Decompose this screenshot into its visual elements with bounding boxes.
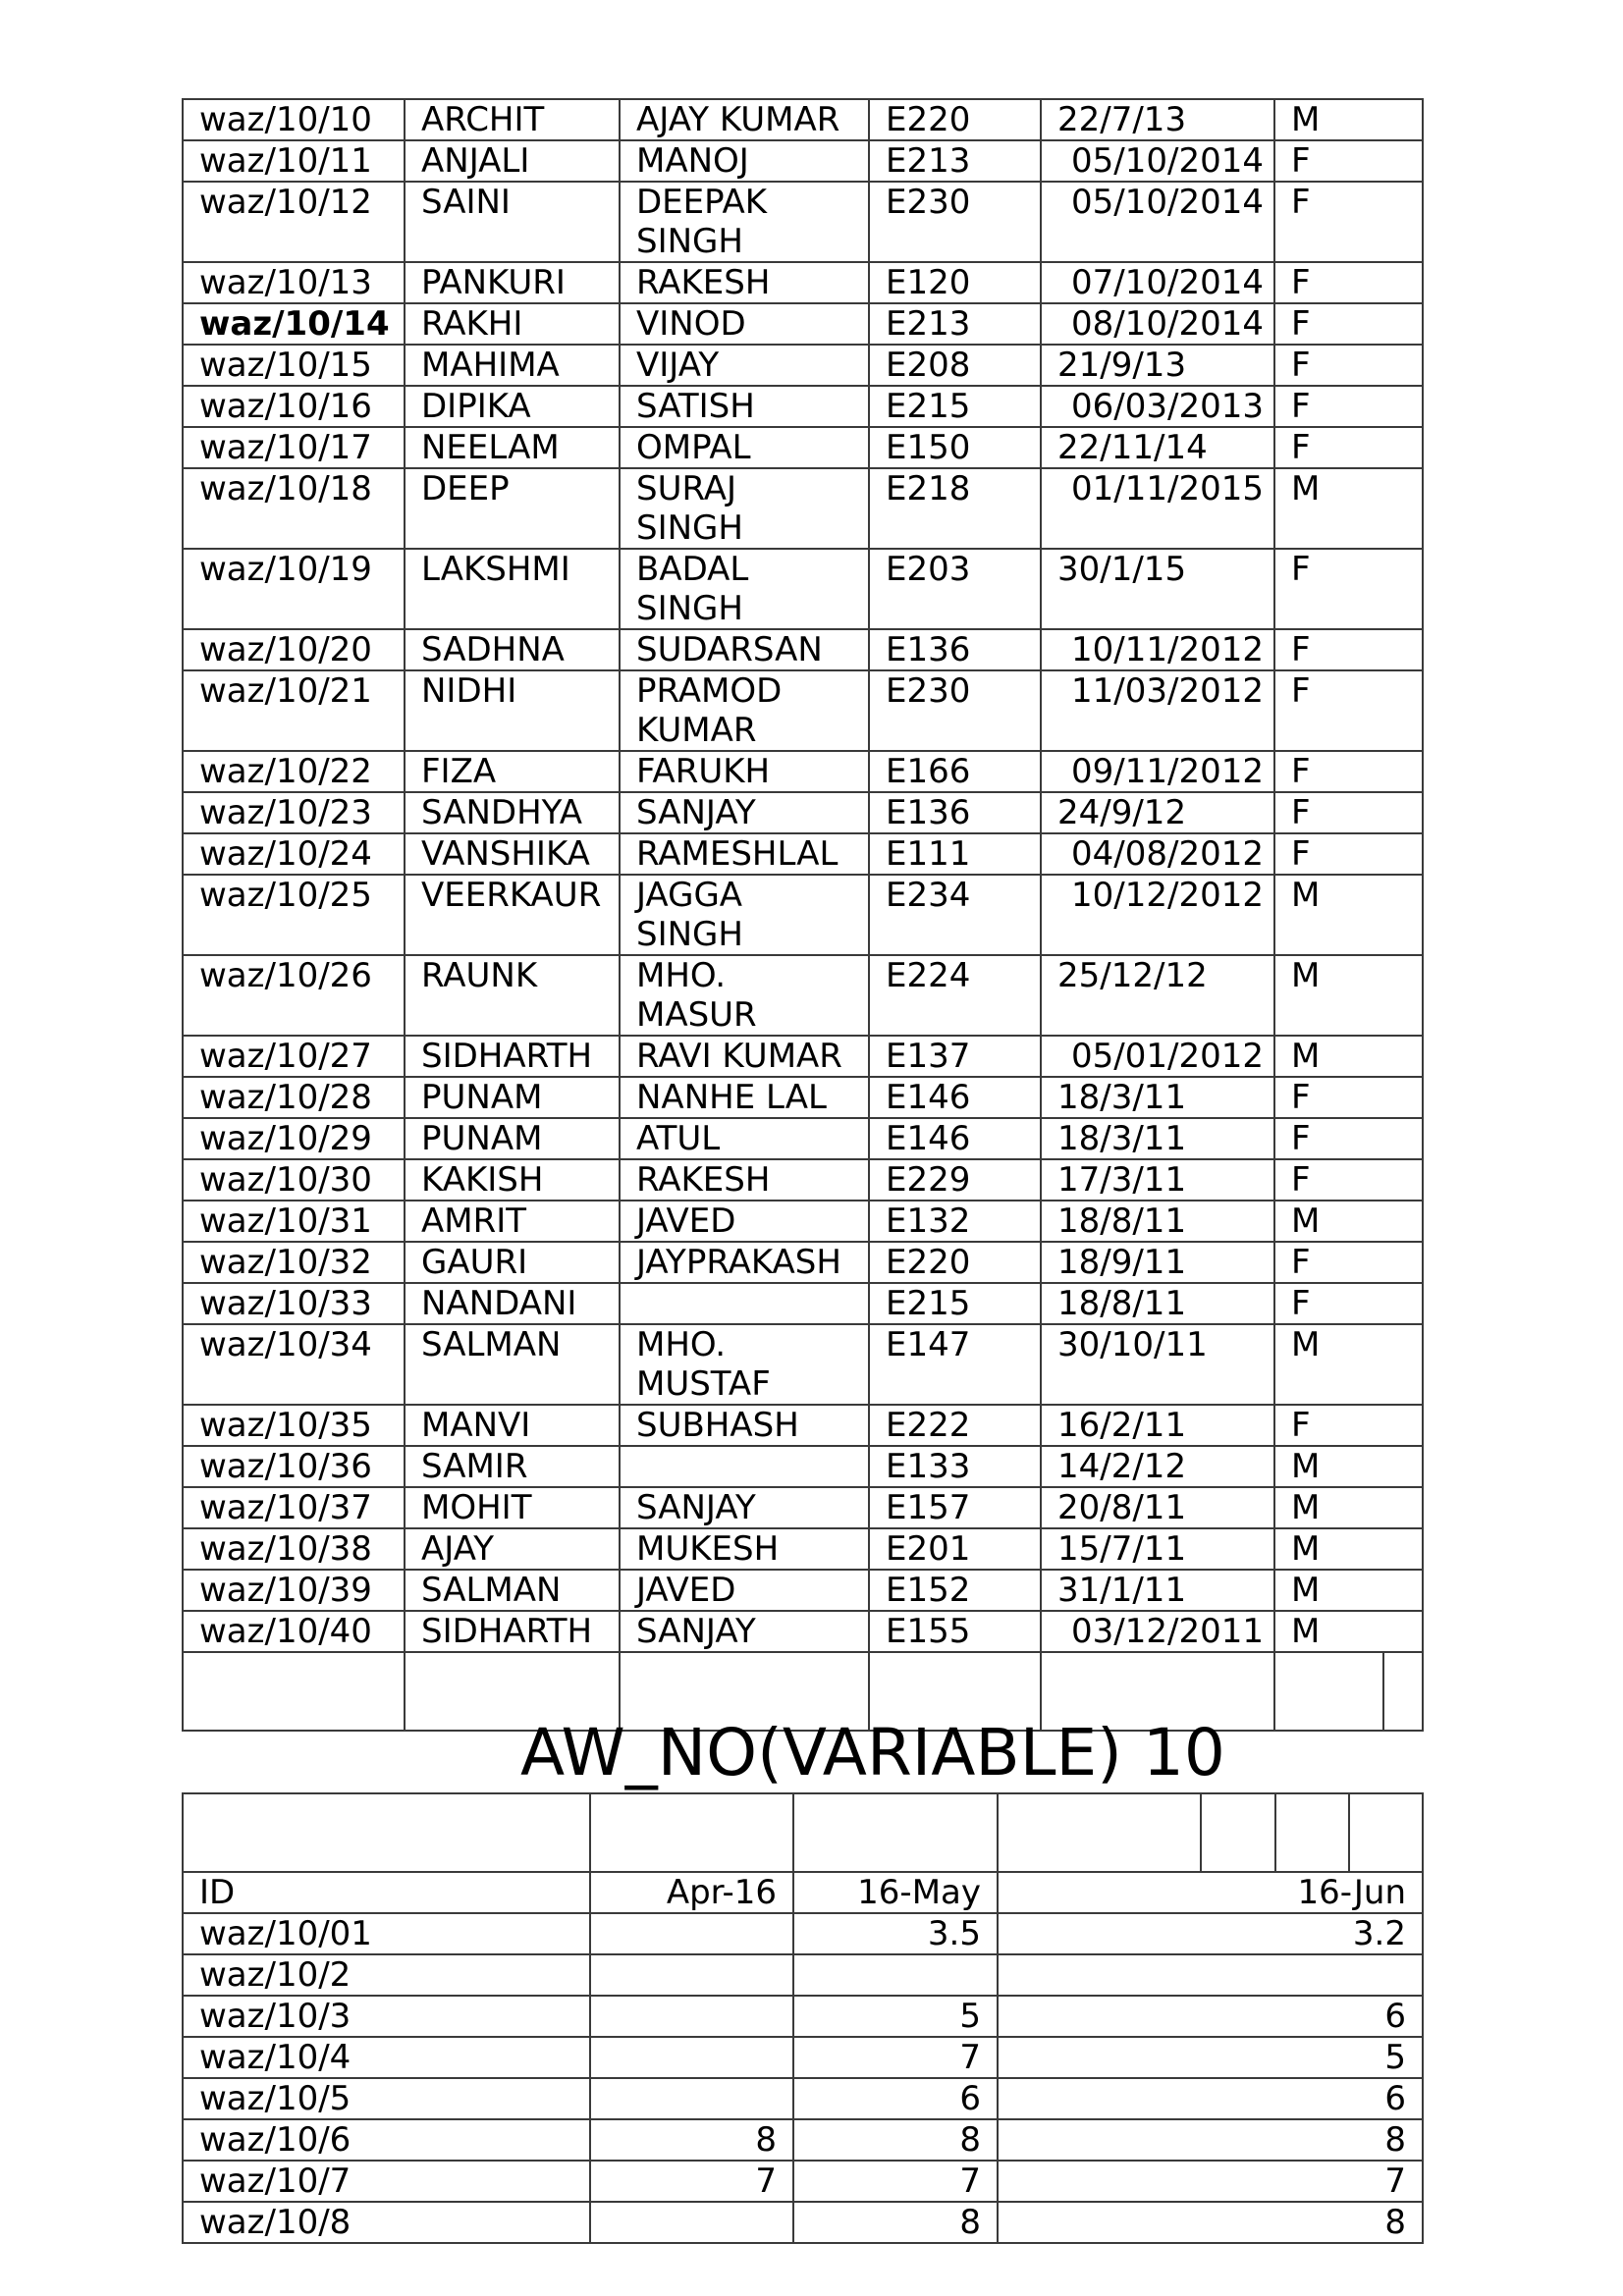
cell-code: E234: [869, 875, 1041, 955]
cell-name: SALMAN: [405, 1570, 620, 1611]
cell-guardian: AJAY KUMAR: [620, 99, 869, 140]
table-row: [183, 1913, 1423, 1954]
cell-id: waz/10/19: [183, 549, 405, 629]
header-row: [183, 1872, 1423, 1913]
cell-may: 8: [793, 2202, 998, 2243]
cell-gender: F: [1274, 182, 1423, 262]
cell-gender: F: [1274, 262, 1423, 303]
table-row: [183, 670, 1423, 751]
cell-gender: M: [1274, 875, 1423, 955]
cell-id: waz/10/31: [183, 1201, 405, 1242]
cell-guardian: RAKESH: [620, 262, 869, 303]
table-row: [183, 140, 1423, 182]
cell-id: waz/10/35: [183, 1405, 405, 1446]
cell-guardian: VINOD: [620, 303, 869, 345]
cell-may: 6: [793, 2078, 998, 2119]
cell-code: E146: [869, 1118, 1041, 1159]
cell-code: E222: [869, 1405, 1041, 1446]
table-row: [183, 1528, 1423, 1570]
cell-name: PANKURI: [405, 262, 620, 303]
cell-dob: 22/7/13: [1041, 99, 1274, 140]
cell-code: E111: [869, 833, 1041, 875]
header-apr: Apr-16: [590, 1872, 793, 1913]
cell-code: E152: [869, 1570, 1041, 1611]
cell-dob: 14/2/12: [1041, 1446, 1274, 1487]
cell-code: E150: [869, 427, 1041, 468]
cell-name: SIDHARTH: [405, 1611, 620, 1652]
cell-apr: [590, 2202, 793, 2243]
cell-gender: M: [1274, 1446, 1423, 1487]
table-row: [183, 2202, 1423, 2243]
cell-code: E201: [869, 1528, 1041, 1570]
cell-gender: F: [1274, 386, 1423, 427]
cell-guardian: RAKESH: [620, 1159, 869, 1201]
cell-gender: F: [1274, 549, 1423, 629]
cell-code: E147: [869, 1324, 1041, 1405]
cell-dob: 18/9/11: [1041, 1242, 1274, 1283]
cell-guardian: NANHE LAL: [620, 1077, 869, 1118]
table-row: [183, 955, 1423, 1036]
cell-dob: 09/11/2012: [1041, 751, 1274, 792]
cell-id: waz/10/25: [183, 875, 405, 955]
cell-code: E218: [869, 468, 1041, 549]
cell-jun: 7: [998, 2161, 1423, 2202]
cell-code: E137: [869, 1036, 1041, 1077]
cell-guardian: SANJAY: [620, 1487, 869, 1528]
table-row: [183, 182, 1423, 262]
cell-id: waz/10/39: [183, 1570, 405, 1611]
table-row: [183, 875, 1423, 955]
cell-id: waz/10/23: [183, 792, 405, 833]
cell-guardian: JAGGA SINGH: [620, 875, 869, 955]
cell-guardian: BADAL SINGH: [620, 549, 869, 629]
table-row: [183, 386, 1423, 427]
cell-code: E155: [869, 1611, 1041, 1652]
cell-name: RAUNK: [405, 955, 620, 1036]
cell-name: MANVI: [405, 1405, 620, 1446]
cell-may: [793, 1954, 998, 1996]
cell-id: waz/10/26: [183, 955, 405, 1036]
cell-gender: F: [1274, 1118, 1423, 1159]
cell-code: E166: [869, 751, 1041, 792]
cell-name: RAKHI: [405, 303, 620, 345]
cell-id: waz/10/37: [183, 1487, 405, 1528]
cell-code: E224: [869, 955, 1041, 1036]
cell-name: ARCHIT: [405, 99, 620, 140]
table-row: [183, 2037, 1423, 2078]
table-row: [183, 1954, 1423, 1996]
cell-id: waz/10/16: [183, 386, 405, 427]
cell-id: waz/10/36: [183, 1446, 405, 1487]
cell-name: GAURI: [405, 1242, 620, 1283]
cell-apr: [590, 1996, 793, 2037]
cell-id: waz/10/14: [183, 303, 405, 345]
cell-guardian: [620, 1446, 869, 1487]
header-may: 16-May: [793, 1872, 998, 1913]
cell-name: PUNAM: [405, 1118, 620, 1159]
table-row: [183, 629, 1423, 670]
cell-guardian: DEEPAK SINGH: [620, 182, 869, 262]
cell-id: waz/10/22: [183, 751, 405, 792]
cell-jun: 5: [998, 2037, 1423, 2078]
cell-code: E215: [869, 386, 1041, 427]
cell-guardian: MHO. MUSTAF: [620, 1324, 869, 1405]
cell-apr: [590, 2037, 793, 2078]
cell-dob: 03/12/2011: [1041, 1611, 1274, 1652]
cell-name: MAHIMA: [405, 345, 620, 386]
cell-dob: 24/9/12: [1041, 792, 1274, 833]
table-row: [183, 1201, 1423, 1242]
table-row: [183, 1077, 1423, 1118]
cell-id: waz/10/6: [183, 2119, 590, 2161]
cell-apr: [590, 1913, 793, 1954]
cell-id: waz/10/20: [183, 629, 405, 670]
cell-dob: 25/12/12: [1041, 955, 1274, 1036]
table-row: [183, 1570, 1423, 1611]
table-row: [183, 2161, 1423, 2202]
table-row: [183, 99, 1423, 140]
cell-guardian: JAVED: [620, 1570, 869, 1611]
cell-guardian: JAVED: [620, 1201, 869, 1242]
cell-gender: M: [1274, 1324, 1423, 1405]
table-row: [183, 1487, 1423, 1528]
cell-dob: 06/03/2013: [1041, 386, 1274, 427]
cell-gender: F: [1274, 427, 1423, 468]
cell-id: waz/10/33: [183, 1283, 405, 1324]
cell-code: E213: [869, 303, 1041, 345]
table-row: [183, 1118, 1423, 1159]
cell-id: waz/10/18: [183, 468, 405, 549]
cell-gender: F: [1274, 792, 1423, 833]
cell-id: waz/10/4: [183, 2037, 590, 2078]
cell-dob: 15/7/11: [1041, 1528, 1274, 1570]
cell-gender: M: [1274, 1036, 1423, 1077]
cell-guardian: SANJAY: [620, 1611, 869, 1652]
cell-jun: [998, 1954, 1423, 1996]
cell-code: E120: [869, 262, 1041, 303]
cell-id: waz/10/2: [183, 1954, 590, 1996]
cell-guardian: VIJAY: [620, 345, 869, 386]
cell-gender: F: [1274, 303, 1423, 345]
cell-code: E133: [869, 1446, 1041, 1487]
header-id: ID: [183, 1872, 590, 1913]
table-row: [183, 549, 1423, 629]
cell-code: E146: [869, 1077, 1041, 1118]
cell-id: waz/10/01: [183, 1913, 590, 1954]
cell-code: E220: [869, 1242, 1041, 1283]
table-row: [183, 2119, 1423, 2161]
cell-id: waz/10/15: [183, 345, 405, 386]
cell-may: 7: [793, 2161, 998, 2202]
cell-id: waz/10/11: [183, 140, 405, 182]
table-row: [183, 751, 1423, 792]
cell-dob: 18/3/11: [1041, 1077, 1274, 1118]
cell-gender: F: [1274, 1283, 1423, 1324]
table-row: [183, 1242, 1423, 1283]
cell-gender: M: [1274, 1611, 1423, 1652]
table-row: [183, 1996, 1423, 2037]
cell-name: DIPIKA: [405, 386, 620, 427]
cell-guardian: RAMESHLAL: [620, 833, 869, 875]
table-row: [183, 1405, 1423, 1446]
cell-guardian: ATUL: [620, 1118, 869, 1159]
cell-jun: 8: [998, 2202, 1423, 2243]
cell-dob: 10/11/2012: [1041, 629, 1274, 670]
cell-name: NIDHI: [405, 670, 620, 751]
cell-guardian: OMPAL: [620, 427, 869, 468]
cell-code: E132: [869, 1201, 1041, 1242]
roster-table: [182, 98, 1424, 1732]
cell-name: PUNAM: [405, 1077, 620, 1118]
cell-guardian: SANJAY: [620, 792, 869, 833]
cell-gender: F: [1274, 629, 1423, 670]
cell-id: waz/10/27: [183, 1036, 405, 1077]
table-row: [183, 262, 1423, 303]
cell-dob: 18/3/11: [1041, 1118, 1274, 1159]
cell-id: waz/10/24: [183, 833, 405, 875]
table-row: [183, 833, 1423, 875]
cell-dob: 10/12/2012: [1041, 875, 1274, 955]
cell-id: waz/10/12: [183, 182, 405, 262]
cell-id: waz/10/40: [183, 1611, 405, 1652]
cell-gender: F: [1274, 670, 1423, 751]
cell-id: waz/10/28: [183, 1077, 405, 1118]
cell-code: E136: [869, 792, 1041, 833]
cell-name: NANDANI: [405, 1283, 620, 1324]
cell-name: SADHNA: [405, 629, 620, 670]
cell-name: AJAY: [405, 1528, 620, 1570]
cell-guardian: JAYPRAKASH: [620, 1242, 869, 1283]
cell-gender: M: [1274, 1528, 1423, 1570]
cell-code: E203: [869, 549, 1041, 629]
cell-dob: 05/10/2014: [1041, 182, 1274, 262]
cell-name: SIDHARTH: [405, 1036, 620, 1077]
table-row: [183, 1324, 1423, 1405]
cell-gender: M: [1274, 1201, 1423, 1242]
cell-id: waz/10/7: [183, 2161, 590, 2202]
cell-name: KAKISH: [405, 1159, 620, 1201]
cell-gender: M: [1274, 99, 1423, 140]
cell-id: waz/10/29: [183, 1118, 405, 1159]
table-row: [183, 303, 1423, 345]
cell-guardian: PRAMOD KUMAR: [620, 670, 869, 751]
measures-table: [182, 1792, 1424, 2244]
cell-name: NEELAM: [405, 427, 620, 468]
cell-id: waz/10/17: [183, 427, 405, 468]
cell-name: AMRIT: [405, 1201, 620, 1242]
cell-code: E208: [869, 345, 1041, 386]
cell-dob: 05/01/2012: [1041, 1036, 1274, 1077]
table-row: [183, 345, 1423, 386]
cell-dob: 04/08/2012: [1041, 833, 1274, 875]
cell-dob: 17/3/11: [1041, 1159, 1274, 1201]
cell-name: FIZA: [405, 751, 620, 792]
table-row: [183, 1283, 1423, 1324]
table-row: [183, 1446, 1423, 1487]
cell-code: E230: [869, 670, 1041, 751]
table-row: [183, 468, 1423, 549]
cell-jun: 6: [998, 1996, 1423, 2037]
cell-dob: 30/1/15: [1041, 549, 1274, 629]
cell-dob: 01/11/2015: [1041, 468, 1274, 549]
table-row: [183, 427, 1423, 468]
cell-id: waz/10/5: [183, 2078, 590, 2119]
cell-code: E215: [869, 1283, 1041, 1324]
cell-guardian: FARUKH: [620, 751, 869, 792]
cell-gender: F: [1274, 1159, 1423, 1201]
cell-gender: F: [1274, 345, 1423, 386]
cell-dob: 21/9/13: [1041, 345, 1274, 386]
cell-code: E136: [869, 629, 1041, 670]
cell-code: E229: [869, 1159, 1041, 1201]
header-jun: 16-Jun: [998, 1872, 1423, 1913]
cell-name: MOHIT: [405, 1487, 620, 1528]
cell-id: waz/10/38: [183, 1528, 405, 1570]
cell-name: SANDHYA: [405, 792, 620, 833]
table-row: [183, 1611, 1423, 1652]
cell-gender: M: [1274, 955, 1423, 1036]
cell-may: 3.5: [793, 1913, 998, 1954]
cell-gender: F: [1274, 1405, 1423, 1446]
cell-name: ANJALI: [405, 140, 620, 182]
cell-dob: 08/10/2014: [1041, 303, 1274, 345]
cell-name: VEERKAUR: [405, 875, 620, 955]
cell-name: SALMAN: [405, 1324, 620, 1405]
cell-dob: 18/8/11: [1041, 1283, 1274, 1324]
cell-gender: M: [1274, 468, 1423, 549]
cell-code: E213: [869, 140, 1041, 182]
cell-id: waz/10/13: [183, 262, 405, 303]
cell-id: waz/10/21: [183, 670, 405, 751]
cell-guardian: SURAJ SINGH: [620, 468, 869, 549]
cell-dob: 31/1/11: [1041, 1570, 1274, 1611]
cell-jun: 6: [998, 2078, 1423, 2119]
cell-name: DEEP: [405, 468, 620, 549]
section-title: AW_NO(VARIABLE) 10: [520, 1715, 1225, 1790]
header-blank-row: [183, 1793, 1423, 1872]
cell-gender: M: [1274, 1570, 1423, 1611]
cell-guardian: MUKESH: [620, 1528, 869, 1570]
cell-may: 5: [793, 1996, 998, 2037]
cell-guardian: RAVI KUMAR: [620, 1036, 869, 1077]
cell-guardian: MHO. MASUR: [620, 955, 869, 1036]
cell-guardian: SUDARSAN: [620, 629, 869, 670]
cell-dob: 18/8/11: [1041, 1201, 1274, 1242]
cell-dob: 20/8/11: [1041, 1487, 1274, 1528]
cell-code: E220: [869, 99, 1041, 140]
cell-name: LAKSHMI: [405, 549, 620, 629]
cell-gender: F: [1274, 140, 1423, 182]
cell-apr: 8: [590, 2119, 793, 2161]
cell-guardian: SATISH: [620, 386, 869, 427]
cell-apr: 7: [590, 2161, 793, 2202]
cell-name: SAINI: [405, 182, 620, 262]
table-row: [183, 1036, 1423, 1077]
cell-guardian: [620, 1283, 869, 1324]
cell-dob: 22/11/14: [1041, 427, 1274, 468]
cell-gender: F: [1274, 1242, 1423, 1283]
table-row: [183, 792, 1423, 833]
cell-dob: 11/03/2012: [1041, 670, 1274, 751]
cell-id: waz/10/3: [183, 1996, 590, 2037]
cell-jun: 8: [998, 2119, 1423, 2161]
cell-id: waz/10/32: [183, 1242, 405, 1283]
cell-gender: M: [1274, 1487, 1423, 1528]
cell-dob: 07/10/2014: [1041, 262, 1274, 303]
cell-gender: F: [1274, 751, 1423, 792]
cell-id: waz/10/30: [183, 1159, 405, 1201]
cell-guardian: MANOJ: [620, 140, 869, 182]
cell-apr: [590, 1954, 793, 1996]
cell-id: waz/10/8: [183, 2202, 590, 2243]
cell-id: waz/10/34: [183, 1324, 405, 1405]
cell-gender: F: [1274, 833, 1423, 875]
cell-dob: 05/10/2014: [1041, 140, 1274, 182]
cell-dob: 16/2/11: [1041, 1405, 1274, 1446]
cell-dob: 30/10/11: [1041, 1324, 1274, 1405]
cell-code: E157: [869, 1487, 1041, 1528]
cell-jun: 3.2: [998, 1913, 1423, 1954]
cell-name: VANSHIKA: [405, 833, 620, 875]
cell-name: SAMIR: [405, 1446, 620, 1487]
table-row: [183, 2078, 1423, 2119]
cell-gender: F: [1274, 1077, 1423, 1118]
cell-code: E230: [869, 182, 1041, 262]
cell-may: 8: [793, 2119, 998, 2161]
cell-apr: [590, 2078, 793, 2119]
table-row: [183, 1159, 1423, 1201]
cell-id: waz/10/10: [183, 99, 405, 140]
cell-guardian: SUBHASH: [620, 1405, 869, 1446]
cell-may: 7: [793, 2037, 998, 2078]
